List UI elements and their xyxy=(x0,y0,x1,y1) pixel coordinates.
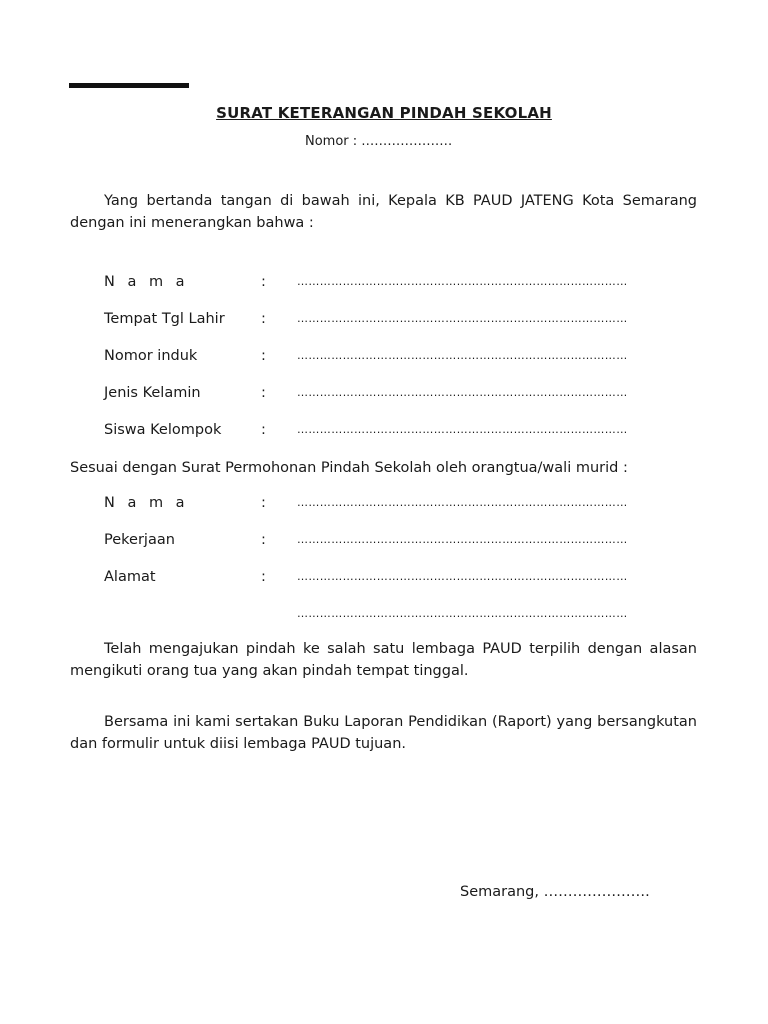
field-blank: …………………………………………………………………………… xyxy=(297,275,628,288)
field-blank: …………………………………………………………………………… xyxy=(297,349,628,362)
field-label: Siswa Kelompok xyxy=(104,422,222,438)
field-colon: : xyxy=(261,569,266,585)
field-blank: …………………………………………………………………………… xyxy=(297,533,628,546)
field-colon: : xyxy=(261,532,266,548)
letter-number: Nomor : ………………… xyxy=(305,134,453,149)
field-label: Jenis Kelamin xyxy=(104,385,201,401)
reason-paragraph: Telah mengajukan pindah ke salah satu lembaga PAUD terpilih dengan alasan mengikuti orang tua yang akan pindah tempat tinggal. xyxy=(70,641,697,679)
field-colon: : xyxy=(261,311,266,327)
field-blank: …………………………………………………………………………… xyxy=(297,386,628,399)
field-label: Tempat Tgl Lahir xyxy=(104,311,225,327)
field-label: Alamat xyxy=(104,569,156,585)
field-colon: : xyxy=(261,422,266,438)
header-rule xyxy=(69,83,189,88)
field-colon: : xyxy=(261,348,266,364)
field-label: Nomor induk xyxy=(104,348,198,364)
address-continuation-blank: …………………………………………………………………………… xyxy=(297,607,628,620)
letter-title: SURAT KETERANGAN PINDAH SEKOLAH xyxy=(216,104,552,122)
field-colon: : xyxy=(261,495,266,511)
request-paragraph: Sesuai dengan Surat Permohonan Pindah Sekolah oleh orangtua/wali murid : xyxy=(70,460,628,476)
intro-paragraph: Yang bertanda tangan di bawah ini, Kepala KB PAUD JATENG Kota Semarang dengan ini menerangkan bahwa : xyxy=(70,193,697,231)
field-label: Pekerjaan xyxy=(104,532,175,548)
place-date: Semarang, …………………. xyxy=(460,884,650,900)
field-colon: : xyxy=(261,274,266,290)
attachment-paragraph: Bersama ini kami sertakan Buku Laporan Pendidikan (Raport) yang bersangkutan dan formulir untuk diisi lembaga PAUD tujuan. xyxy=(70,714,697,752)
field-colon: : xyxy=(261,385,266,401)
field-blank: …………………………………………………………………………… xyxy=(297,496,628,509)
field-label: N a m a xyxy=(104,495,189,511)
field-blank: …………………………………………………………………………… xyxy=(297,312,628,325)
field-label: N a m a xyxy=(104,274,189,290)
field-blank: …………………………………………………………………………… xyxy=(297,570,628,583)
field-blank: …………………………………………………………………………… xyxy=(297,423,628,436)
